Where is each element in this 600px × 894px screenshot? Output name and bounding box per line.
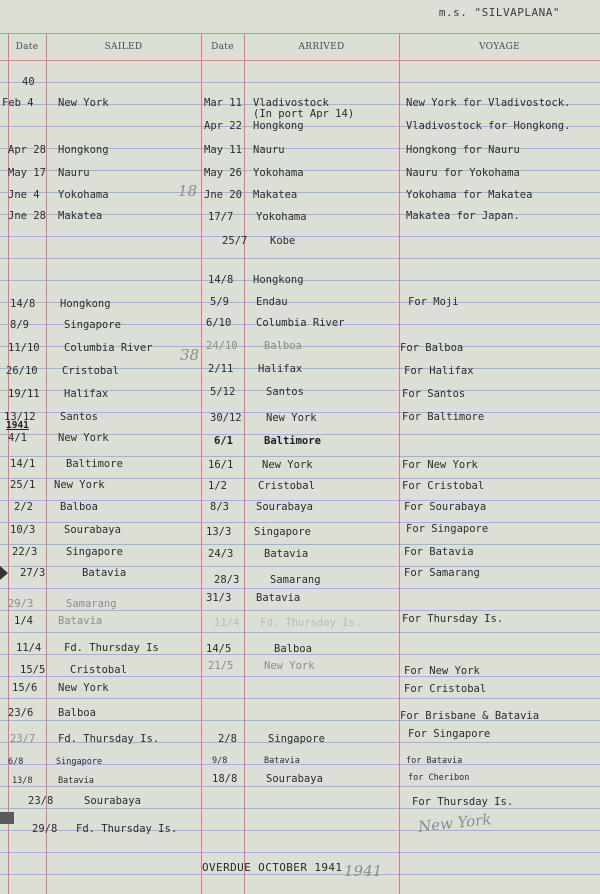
sail-date: 6/8 [8, 757, 24, 767]
sail-port: Hongkong [60, 298, 111, 310]
arrive-date: 11/4 [214, 617, 240, 629]
arrive-date: 25/7 [222, 235, 248, 247]
arrive-port: Batavia [264, 548, 309, 560]
sail-port: Baltimore [66, 458, 123, 470]
sail-date: 19/11 [8, 388, 40, 400]
arrive-date: 8/3 [210, 501, 229, 513]
arrive-port: Samarang [270, 574, 321, 586]
arrive-date: Jne 20 [204, 189, 242, 201]
sail-date: 1/4 [14, 615, 33, 627]
voyage: New York for Vladivostock. [406, 97, 571, 109]
sail-date: 8/9 [10, 319, 29, 331]
sail-port: Batavia [58, 615, 103, 627]
pencil-new-york: New York [417, 810, 493, 836]
voyage: For Santos [402, 388, 466, 400]
sail-date: 26/10 [6, 365, 38, 377]
sail-date: 11/4 [16, 642, 42, 654]
arrive-date: 5/12 [210, 386, 236, 398]
arrive-port: Hongkong [253, 120, 304, 132]
arrive-port-note: (In port Apr 14) [253, 108, 355, 120]
sail-port: Fd. Thursday Is. [58, 733, 160, 745]
sail-port: Balboa [58, 707, 96, 719]
arrive-port: Balboa [264, 340, 302, 352]
arrive-port: Kobe [270, 235, 296, 247]
sail-port: Hongkong [58, 144, 109, 156]
sail-port: Fd. Thursday Is. [76, 823, 178, 835]
sail-date: Jne 28 [8, 210, 46, 222]
sail-port: Halifax [64, 388, 109, 400]
arrive-port: Columbia River [256, 317, 345, 329]
sail-port: New York [58, 682, 109, 694]
col-rule-1 [46, 33, 47, 894]
col-rule-3 [244, 33, 245, 894]
voyage: For Cristobal [404, 683, 487, 695]
voyage: Vladivostock for Hongkong. [406, 120, 571, 132]
sail-port: Batavia [58, 776, 94, 786]
arrive-port: Baltimore [264, 435, 321, 447]
sail-port: Yokohama [58, 189, 109, 201]
sail-port: Batavia [82, 567, 127, 579]
arrive-date: Mar 11 [204, 97, 242, 109]
sail-port: Singapore [56, 757, 103, 767]
sail-date: 27/3 [20, 567, 46, 579]
arrive-port: Nauru [253, 144, 285, 156]
arrive-port: New York [266, 412, 317, 424]
pencil-note-18: 18 [178, 182, 198, 200]
header-date-arrived: Date [211, 42, 234, 52]
year-mark: 40 [22, 76, 35, 88]
overdue-note: OVERDUE OCTOBER 1941 [202, 861, 343, 874]
arrive-port: Batavia [256, 592, 301, 604]
arrive-port: Cristobal [258, 480, 315, 492]
arrive-date: 6/1 [214, 435, 233, 447]
sail-date: 15/6 [12, 682, 38, 694]
sail-port: Singapore [66, 546, 123, 558]
voyage: For New York [404, 665, 480, 677]
sail-date: 13/12 [4, 411, 36, 423]
sail-port: Cristobal [62, 365, 119, 377]
arrive-date: 2/11 [208, 363, 234, 375]
arrive-date: 5/9 [210, 296, 229, 308]
arrive-date: 30/12 [210, 412, 242, 424]
voyage: For Halifax [404, 365, 474, 377]
top-rule [0, 33, 600, 34]
voyage: For Batavia [404, 546, 474, 558]
arrive-date: May 26 [204, 167, 242, 179]
sail-port: Samarang [66, 598, 117, 610]
arrive-date: 18/8 [212, 773, 238, 785]
voyage: for Cheribon [408, 773, 470, 783]
arrive-date: 2/8 [218, 733, 237, 745]
arrive-port: Batavia [264, 756, 300, 766]
voyage: For Brisbane & Batavia [400, 710, 540, 722]
sail-port: New York [54, 479, 105, 491]
arrive-date: Apr 22 [204, 120, 242, 132]
arrive-port: Sourabaya [256, 501, 313, 513]
voyage: Hongkong for Nauru [406, 144, 520, 156]
arrive-date: 24/3 [208, 548, 234, 560]
arrive-date: 1/2 [208, 480, 227, 492]
voyage: For Moji [408, 296, 459, 308]
header-sailed: SAILED [104, 42, 143, 52]
voyage: For Thursday Is. [412, 796, 514, 808]
voyage: For New York [402, 459, 478, 471]
voyage: For Singapore [408, 728, 491, 740]
voyage: For Singapore [406, 523, 489, 535]
arrive-date: 24/10 [206, 340, 238, 352]
arrive-port: Vladivostock [253, 97, 329, 109]
voyage: For Thursday Is. [402, 613, 504, 625]
margin-ink-mark [0, 812, 14, 824]
sail-port: Sourabaya [64, 524, 121, 536]
year-mark-1941: 1941 [6, 420, 29, 431]
sail-port: Santos [60, 411, 98, 423]
sail-port: Singapore [64, 319, 121, 331]
voyage: For Baltimore [402, 411, 485, 423]
voyage: Yokohama for Makatea [406, 189, 533, 201]
voyage: Makatea for Japan. [406, 210, 520, 222]
sail-date: Feb 4 [2, 97, 34, 109]
arrive-port: Singapore [254, 526, 311, 538]
arrive-port: Makatea [253, 189, 298, 201]
voyage: For Samarang [404, 567, 480, 579]
sail-port: Sourabaya [84, 795, 141, 807]
arrive-date: 21/5 [208, 660, 234, 672]
sail-port: New York [58, 432, 109, 444]
voyage: For Balboa [400, 342, 464, 354]
arrive-port: New York [262, 459, 313, 471]
sail-date: 25/1 [10, 479, 36, 491]
sail-port: Balboa [60, 501, 98, 513]
arrive-date: 14/5 [206, 643, 232, 655]
sail-date: 14/8 [10, 298, 36, 310]
sail-port: Columbia River [64, 342, 153, 354]
sail-date: 29/3 [8, 598, 34, 610]
arrive-port: Halifax [258, 363, 303, 375]
arrive-port: Santos [266, 386, 304, 398]
sail-date: 15/5 [20, 664, 46, 676]
arrive-port: Yokohama [256, 211, 307, 223]
arrive-date: 17/7 [208, 211, 234, 223]
sail-date: 14/1 [10, 458, 36, 470]
sail-date: 4/1 [8, 432, 27, 444]
col-rule-2 [201, 33, 202, 894]
arrive-date: 13/3 [206, 526, 232, 538]
arrive-date: 28/3 [214, 574, 240, 586]
sail-date: 23/7 [10, 733, 36, 745]
arrive-port: Sourabaya [266, 773, 323, 785]
header-arrived: ARRIVED [298, 42, 345, 52]
header-rule [0, 60, 600, 61]
sail-date: 13/8 [12, 776, 33, 786]
voyage: Nauru for Yokohama [406, 167, 520, 179]
header-voyage: VOYAGE [478, 42, 521, 52]
margin-arrow-mark [0, 566, 8, 580]
col-rule-4 [399, 33, 400, 894]
arrive-date: 31/3 [206, 592, 232, 604]
sail-port: Fd. Thursday Is [64, 642, 159, 654]
sail-port: Makatea [58, 210, 103, 222]
arrive-port: New York [264, 660, 315, 672]
arrive-date: May 11 [204, 144, 242, 156]
voyage: For Sourabaya [404, 501, 487, 513]
pencil-note-38: 38 [180, 346, 200, 364]
sail-date: Jne 4 [8, 189, 40, 201]
arrive-date: 16/1 [208, 459, 234, 471]
sail-date: 11/10 [8, 342, 40, 354]
arrive-port: Balboa [274, 643, 312, 655]
arrive-port: Singapore [268, 733, 325, 745]
header-date-sailed: Date [15, 42, 39, 52]
sail-date: 22/3 [12, 546, 38, 558]
sail-port: New York [58, 97, 109, 109]
sail-date: Apr 28 [8, 144, 46, 156]
arrive-port: Hongkong [253, 274, 304, 286]
sail-port: Nauru [58, 167, 90, 179]
voyage: For Cristobal [402, 480, 485, 492]
sail-date: 23/6 [8, 707, 34, 719]
sail-date: 29/8 [32, 823, 58, 835]
pencil-year: 1941 [344, 862, 383, 880]
arrive-port: Endau [256, 296, 288, 308]
sail-date: 23/8 [28, 795, 54, 807]
sail-date: 2/2 [14, 501, 33, 513]
arrive-port: Fd. Thursday Is. [260, 617, 362, 629]
arrive-port: Yokohama [253, 167, 304, 179]
voyage: for Batavia [406, 756, 463, 766]
sail-port: Cristobal [70, 664, 127, 676]
ship-name: m.s. "SILVAPLANA" [438, 6, 560, 19]
arrive-date: 9/8 [212, 756, 228, 766]
sail-date: 10/3 [10, 524, 36, 536]
arrive-date: 14/8 [208, 274, 234, 286]
arrive-date: 6/10 [206, 317, 232, 329]
sail-date: May 17 [8, 167, 46, 179]
